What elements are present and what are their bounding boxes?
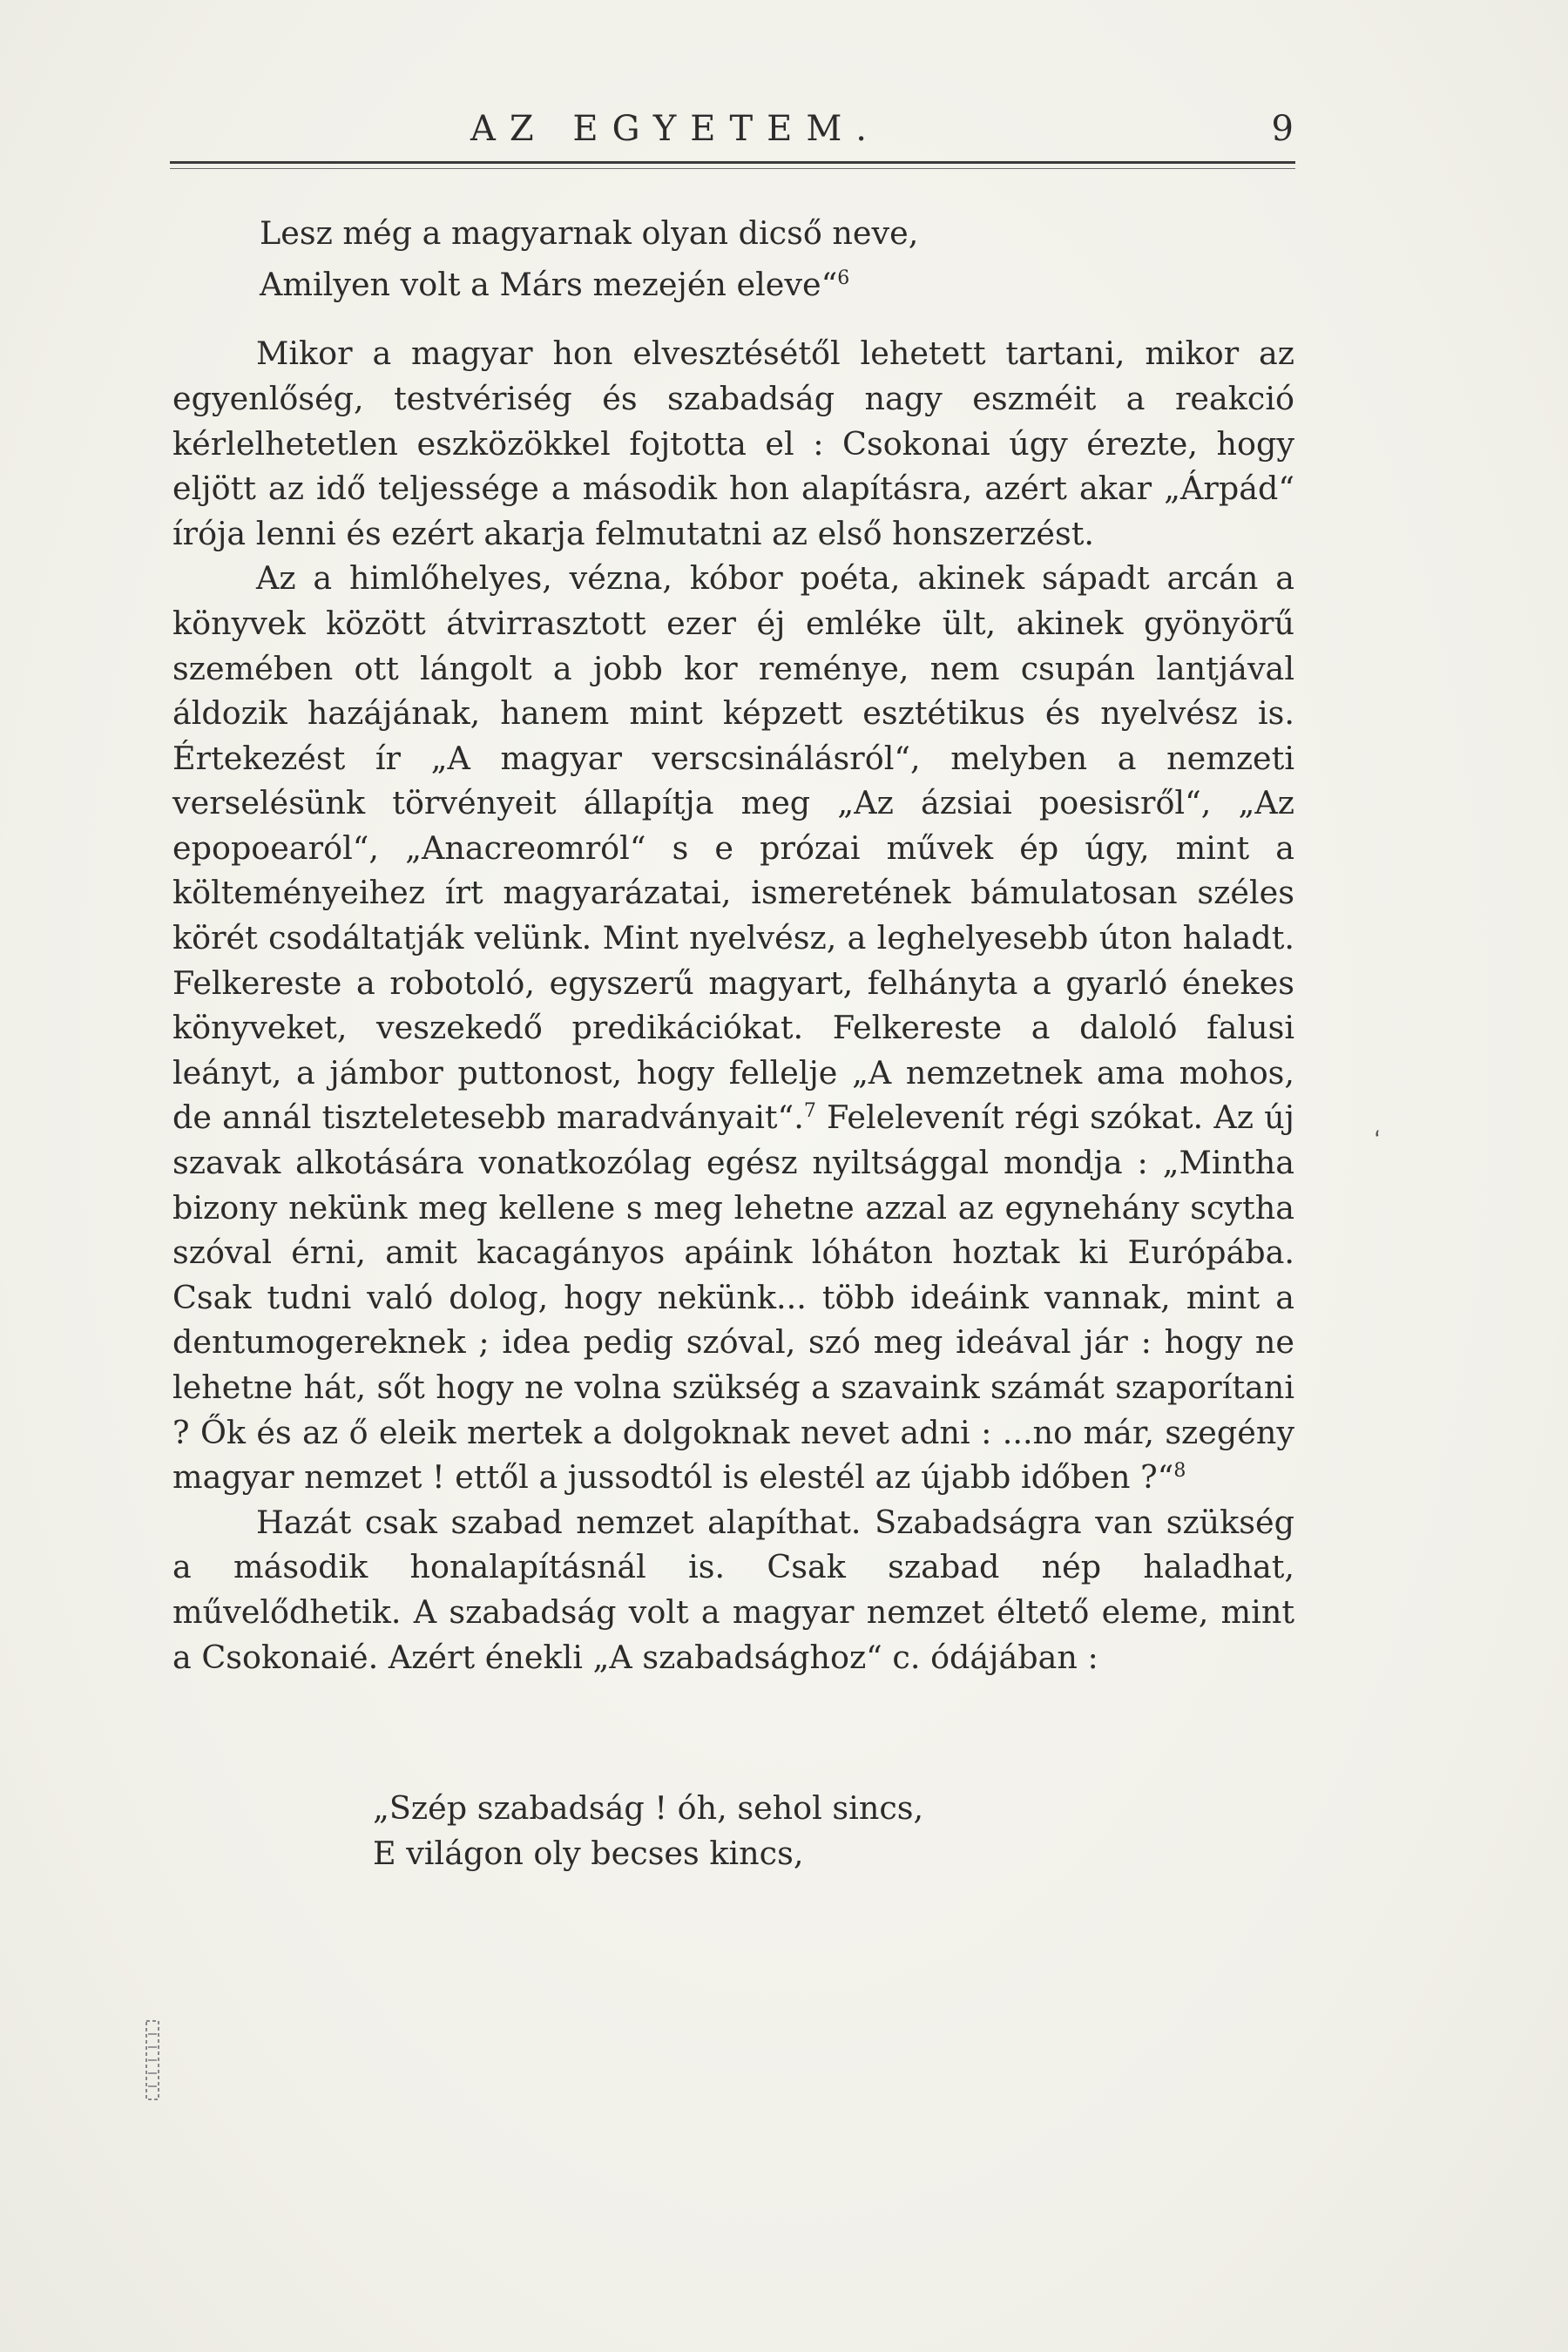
footnote-ref: 7 (803, 1100, 816, 1123)
paragraph: Az a himlőhelyes, vézna, kóbor poéta, akinek sápadt arcán a könyvek között átvirrasztott ezer éj emléke ült, akinek gyönyörű szemében ott lángolt a jobb kor reménye, nem csupán lantjával áldozik hazájának, hanem mint képzett esztétikus és nyelvész is. Értekezést ír „A magyar verscsinálásról“, melyben a nemzeti verselésünk törvényeit állapítja meg „Az ázsiai poesisről“, „Az epopoearól“, „Anacreomról“ s e prózai művek ép úgy, mint a költeményeihez írt magyarázatai, ismeretének bámulatosan széles körét csodáltatják velünk. Mint nyelvész, a leghelyesebb úton haladt. Felkereste a robotoló, egyszerű magyart, felhányta a gyarló énekes könyveket, veszekedő predikációkat. Felkereste a daloló falusi leányt, a jámbor puttonost, hogy fellelje „A nemzetnek ama mohos, de annál tiszteletesebb maradványait“.$^7$ Felelevenít régi szókat. Az új szavak alkotására vonatkozólag egész nyiltsággal mondja : „Mintha bizony nekünk meg kellene s meg lehetne azzal az egynehány scytha szóval érni, amit kacagányos apáink lóháton hoztak ki Európába. Csak tudni való dolog, hogy nekünk... több ideáink vannak, mint a dentumogereknek ; idea pedig szóval, szó meg ideával jár : hogy ne lehetne hát, sőt hogy ne volna szükség a szavaink számát szaporítani ? Ők és az ő eleik mertek a dolgoknak nevet adni : ...no már, szegény magyar nemzet ! ettől a jussodtól is elestél az újabb időben ?“$^8$ (172, 559, 1294, 1497)
verse-line: „Szép szabadság ! óh, sehol sincs, (373, 1789, 924, 1827)
library-stamp-icon (139, 1995, 166, 2126)
header-rule (170, 161, 1295, 164)
footnote-ref: 8 (1173, 1460, 1186, 1483)
running-title: AZ EGYETEM. (470, 109, 881, 149)
page-number: 9 (1271, 109, 1294, 149)
body-text (172, 211, 1294, 1680)
closing-verse (373, 1786, 923, 1876)
verse-line: E világon oly becses kincs, (373, 1834, 804, 1872)
margin-mark: ‘ (1370, 1125, 1387, 1155)
opening-verse (172, 211, 1294, 307)
footnote-ref: 6 (837, 267, 850, 289)
paragraph: Hazát csak szabad nemzet alapíthat. Szabadságra van szükség a második honalapításnál is. Csak szabad nép haladhat, művelődhetik. A szabadság volt a magyar nemzet éltető eleme, mint a Csokonaié. Azért énekli „A szabadsághoz“ c. ódájában : (172, 1503, 1294, 1676)
running-header (174, 109, 1294, 161)
verse-line: Amilyen volt a Márs mezején eleve“$^6$ (260, 265, 850, 303)
paragraph: Mikor a magyar hon elvesztésétől lehetett tartani, mikor az egyenlőség, testvériség és szabadság nagy eszméit a reakció kérlelhetetlen eszközökkel fojtotta el : Csokonai úgy érezte, hogy eljött az idő teljessége a második hon alapításra, azért akar „Árpád“ írója lenni és ezért akarja felmutatni az első honszerzést. (172, 335, 1294, 552)
header-rule-thin (170, 168, 1295, 169)
verse-line: Lesz még a magyarnak olyan dicső neve, (260, 214, 919, 252)
